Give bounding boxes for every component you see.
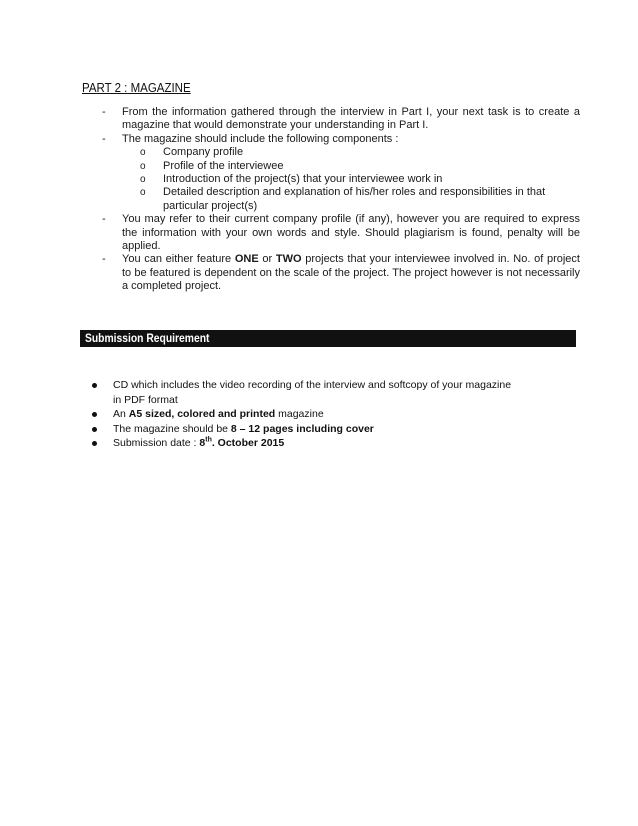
list-item	[96, 133, 580, 213]
list-item	[122, 160, 580, 173]
bullet-icon	[92, 441, 97, 446]
dash-bullet-icon: -	[102, 253, 106, 266]
bullet-icon	[92, 427, 97, 432]
instruction-text: You may refer to their current company profile (if any), however you are required to express the information with your own words and style. Should plagiarism is found, penalty will be applied.	[122, 213, 580, 253]
requirement-text: CD which includes the video recording of the interview and softcopy of your magazine in PDF format	[113, 379, 512, 406]
dash-bullet-icon: -	[102, 213, 106, 226]
text-run: . October 2015	[211, 437, 285, 450]
list-item	[92, 422, 512, 437]
text-run: projects that your interviewee involved in. No. of project to be featured is dependent on the scale of the project. The project however is not necessarily a completed project.	[122, 253, 580, 293]
component-text: Profile of the interviewee	[163, 159, 284, 172]
superscript: th	[205, 436, 212, 444]
submission-requirements-list	[92, 378, 512, 451]
text-run: You can either feature	[122, 253, 235, 266]
bold-text-run: 8 – 12 pages including cover	[230, 422, 374, 435]
list-item	[96, 253, 580, 293]
part2-instructions-list	[96, 106, 580, 294]
bullet-icon	[92, 383, 97, 388]
list-item	[96, 106, 580, 133]
requirement-text	[113, 423, 374, 435]
section-title: Submission Requirement	[85, 331, 210, 345]
circle-bullet-icon: o	[140, 174, 146, 186]
list-item	[92, 378, 512, 407]
list-item	[92, 407, 512, 422]
circle-bullet-icon: o	[140, 187, 146, 199]
requirement-text	[113, 408, 324, 420]
components-list	[122, 146, 580, 213]
list-item	[96, 213, 580, 253]
dash-bullet-icon: -	[102, 132, 106, 145]
list-item	[122, 186, 580, 213]
circle-bullet-icon: o	[140, 160, 146, 172]
submission-date	[199, 437, 284, 449]
requirement-text	[113, 437, 284, 449]
instruction-text: From the information gathered through the interview in Part I, your next task is to create a magazine that would demonstrate your understanding in Part I.	[122, 106, 580, 132]
part2-heading: PART 2 : MAGAZINE	[82, 81, 191, 95]
bold-text-run: A5 sized, colored and printed	[128, 408, 276, 421]
instruction-text	[122, 253, 580, 292]
list-item	[122, 173, 580, 186]
text-run: or	[258, 253, 276, 266]
text-run: Submission date :	[113, 437, 200, 450]
circle-bullet-icon: o	[140, 147, 146, 159]
bold-text-run: ONE	[234, 253, 259, 266]
bold-text-run: TWO	[275, 253, 302, 266]
text-run: magazine	[275, 408, 324, 421]
dash-bullet-icon: -	[102, 106, 106, 118]
bullet-icon	[92, 412, 97, 417]
list-item	[92, 436, 512, 451]
submission-requirement-header	[80, 330, 576, 347]
component-text: Introduction of the project(s) that your interviewee work in	[163, 173, 443, 186]
text-run: An	[113, 408, 129, 421]
instruction-text: The magazine should include the following components :	[122, 132, 399, 145]
list-item	[122, 146, 580, 159]
component-text: Company profile	[163, 146, 244, 159]
text-run: The magazine should be	[113, 422, 231, 435]
component-text: Detailed description and explanation of his/her roles and responsibilities in that particular project(s)	[163, 186, 546, 212]
text-run: 8	[199, 437, 206, 450]
